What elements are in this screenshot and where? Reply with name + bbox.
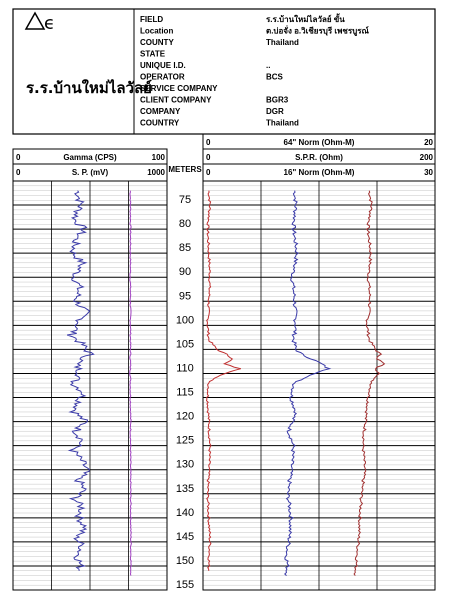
header-field-label: UNIQUE I.D.: [140, 61, 186, 70]
depth-tick-label: 80: [178, 218, 192, 231]
scale-min: 0: [16, 153, 21, 162]
depth-tick-label: 95: [178, 290, 192, 303]
header-field-value: ร.ร.บ้านใหม่ไลวัลย์ ขั้น: [266, 15, 345, 24]
header-field-label: OPERATOR: [140, 72, 185, 82]
svg-text:ϵ: ϵ: [44, 13, 56, 34]
depth-tick-label: 130: [175, 458, 195, 471]
depth-tick-label: 115: [176, 386, 194, 399]
depth-tick-label: 120: [175, 410, 195, 423]
scale-max: 30: [424, 168, 433, 177]
scale-min: 0: [16, 168, 21, 177]
scale-name: 64" Norm (Ohm-M): [283, 138, 355, 147]
norm64-curve: [207, 191, 241, 571]
header-field-value: ต.บ่อจั่ง อ.วิเชียรบุรี เพชรบูรณ์: [266, 26, 369, 36]
scale-name: Gamma (CPS): [63, 153, 117, 162]
header-field-value: BCS: [266, 72, 283, 82]
header-field-label: FIELD: [140, 15, 164, 24]
depth-tick-label: 135: [175, 482, 195, 495]
header-frame: [13, 9, 435, 134]
depth-tick-label: 110: [176, 362, 194, 375]
scale-max: 100: [151, 153, 165, 162]
header-field-value: BGR3: [266, 95, 289, 105]
header-field-value: ..: [266, 61, 271, 70]
header-field-value: DGR: [266, 107, 284, 116]
header-field-label: STATE: [140, 49, 166, 59]
header-field-label: COUNTRY: [140, 118, 180, 128]
depth-tick-label: 125: [175, 434, 195, 447]
tracks: [13, 134, 435, 591]
depth-tick-label: 75: [178, 194, 192, 207]
depth-tick-label: 105: [175, 338, 195, 351]
depth-tick-label: 140: [175, 506, 195, 519]
scale-min: 0: [206, 168, 211, 177]
scale-min: 0: [206, 138, 211, 147]
depth-tick-label: 100: [175, 314, 195, 327]
header-field-label: Location: [140, 26, 174, 36]
header-field-label: SERVICE COMPANY: [140, 84, 218, 93]
header-field-value: Thailand: [266, 38, 299, 47]
scale-max: 1000: [147, 168, 165, 177]
scale-name: S. P. (mV): [71, 168, 109, 177]
header-field-value: Thailand: [266, 118, 299, 128]
well-name-overlay: ร.ร.บ้านใหม่ไลวัลย์: [26, 79, 152, 97]
scale-min: 0: [206, 153, 211, 162]
depth-axis-label: METERS: [168, 165, 202, 174]
depth-tick-label: 150: [175, 554, 195, 567]
header-field-label: COMPANY: [140, 107, 181, 116]
depth-tick-label: 145: [175, 530, 195, 543]
header-field-label: CLIENT COMPANY: [140, 95, 212, 105]
depth-tick-label: 90: [178, 266, 192, 279]
depth-tick-label: 85: [178, 242, 192, 255]
scale-name: S.P.R. (Ohm): [295, 153, 343, 162]
header-field-label: COUNTY: [140, 38, 174, 47]
header-fields: [140, 13, 369, 128]
scale-max: 20: [424, 138, 433, 147]
depth-tick-label: 155: [175, 579, 195, 591]
scale-max: 200: [419, 153, 433, 162]
logo: [26, 13, 55, 34]
scale-name: 16" Norm (Ohm-M): [283, 168, 355, 177]
